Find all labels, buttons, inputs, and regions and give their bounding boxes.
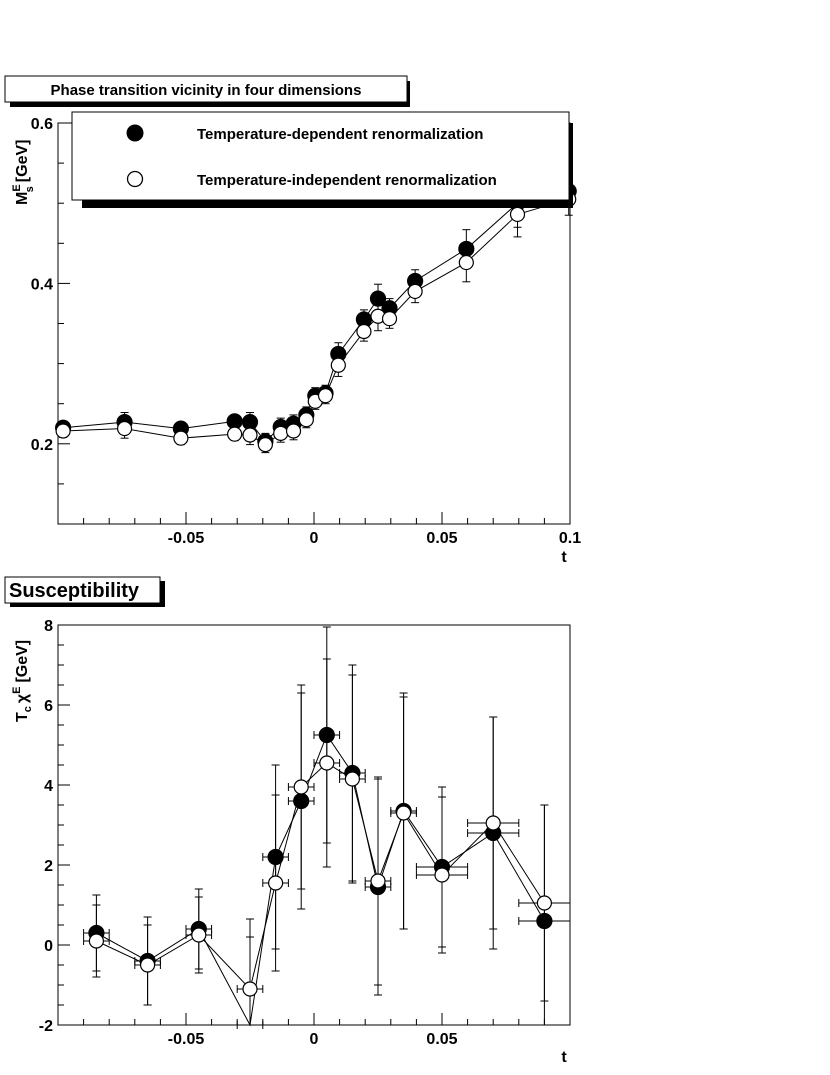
y-tick-label: -2 [38,1018,53,1035]
data-point-independent [331,358,345,372]
y-tick-label: 0.4 [30,276,53,294]
series-line-independent [96,763,544,989]
bottom-data-points [89,728,552,997]
bottom-x-axis [58,1013,570,1048]
data-point-independent [320,756,334,770]
legend-open-circle-icon [128,172,143,187]
data-point-independent [192,928,206,942]
y-tick-label: 6 [44,698,53,715]
x-tick-label: 0 [309,1031,319,1048]
data-point-independent [345,772,359,786]
x-tick-label: 0.05 [426,530,458,547]
top-x-axis-label: t [561,549,567,566]
data-point-independent [319,389,333,403]
data-point-independent [486,816,500,830]
top-y-axis-label: $M^Es[GeV]$ [11,139,36,205]
bottom-y-axis-label: $T_c\chi^E[GeV]$ [11,639,34,722]
x-tick-label: 0 [309,530,319,547]
data-point-independent [258,438,272,452]
legend [72,112,573,208]
x-tick-label: 0.05 [426,1031,458,1048]
legend-entry-dependent: Temperature-dependent renormalization [197,126,484,143]
top-x-axis [58,512,581,547]
y-tick-label: 4 [44,778,53,795]
series-line-dependent [96,735,544,1025]
data-point-independent [435,868,449,882]
data-point-independent [459,256,473,270]
legend-filled-circle-icon [127,125,143,141]
data-point-dependent [294,794,309,809]
top-data-points [56,184,577,452]
top-error-bars [59,175,573,452]
bottom-x-axis-label: t [561,1049,567,1066]
y-tick-label: 8 [44,618,53,635]
data-point-independent [243,428,257,442]
data-point-independent [141,958,155,972]
data-point-dependent [319,728,334,743]
data-point-independent [89,934,103,948]
data-point-independent [408,284,422,298]
x-tick-label: -0.05 [167,1031,205,1048]
x-tick-label: -0.05 [167,530,205,547]
data-point-independent [174,431,188,445]
data-point-dependent [537,914,552,929]
y-tick-label: 0 [44,938,53,955]
data-point-independent [269,876,283,890]
bottom-chart-title-box [5,577,165,607]
y-tick-label: 0.2 [30,436,53,454]
y-tick-label: 2 [44,858,53,875]
top-chart-title: Phase transition vicinity in four dimensions [50,82,362,99]
data-point-independent [56,424,70,438]
data-point-independent [228,427,242,441]
bottom-chart-title: Susceptibility [9,580,140,602]
x-tick-label: 0.1 [558,530,582,547]
data-point-independent [299,413,313,427]
bottom-series-lines [96,735,544,1025]
legend-entry-independent: Temperature-independent renormalization [197,172,497,189]
top-y-axis [31,116,70,524]
data-point-independent [294,780,308,794]
bottom-y-axis [39,618,70,1035]
data-point-independent [371,874,385,888]
data-point-independent [287,424,301,438]
data-point-independent [243,982,257,996]
data-point-dependent [459,241,474,256]
data-point-dependent [268,850,283,865]
data-point-independent [383,312,397,326]
y-tick-label: 0.6 [30,116,53,133]
data-point-independent [357,325,371,339]
data-point-independent [397,806,411,820]
data-point-independent [118,422,132,436]
data-point-independent [537,896,551,910]
top-chart-title-box [5,76,410,107]
data-point-independent [511,207,525,221]
data-point-independent [274,426,288,440]
